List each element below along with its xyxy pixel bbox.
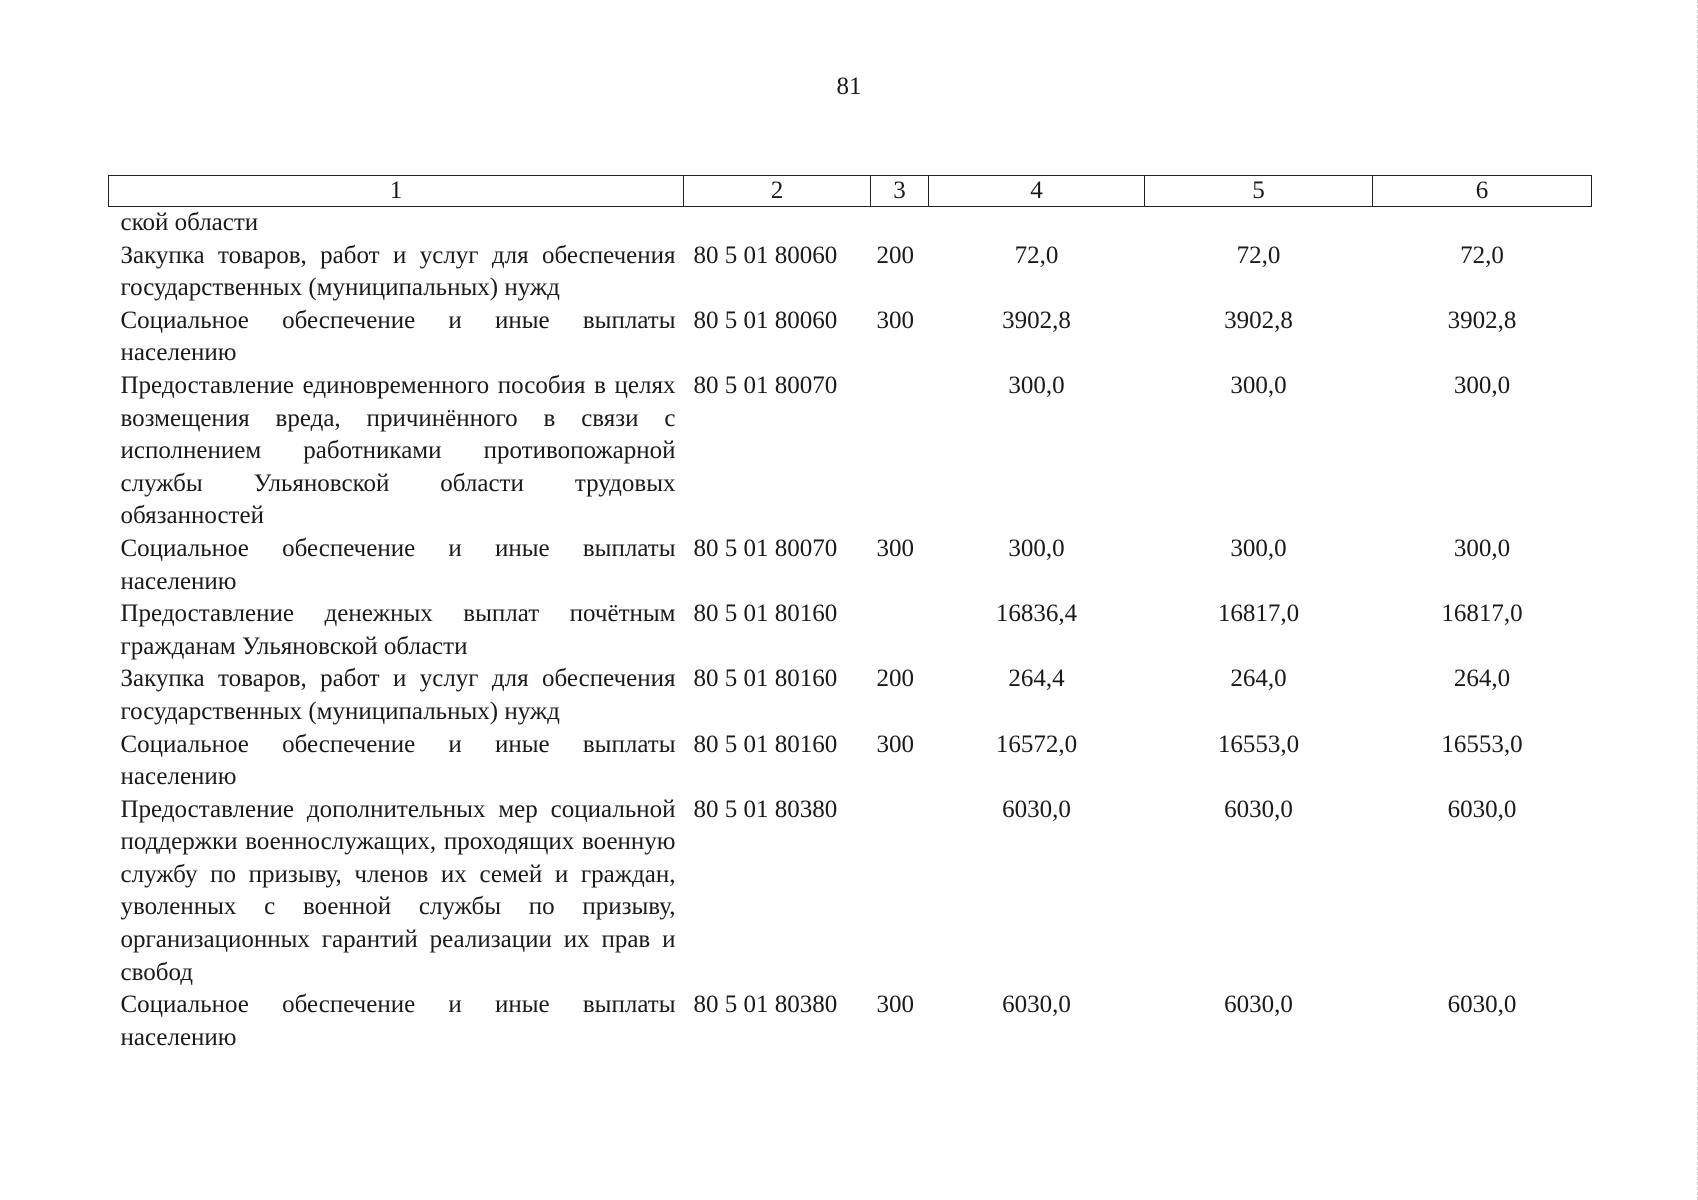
table-row <box>109 598 1592 663</box>
row-value-col5: 300,0 <box>1230 371 1287 399</box>
row-code: 80 5 01 80070 <box>693 371 838 399</box>
row-value-col4: 300,0 <box>1008 371 1065 399</box>
header-row <box>109 176 1592 207</box>
row-value-col4: 6030,0 <box>1002 795 1071 823</box>
row-description: Социальное обеспечение и иные выплаты населению <box>120 306 676 367</box>
table-header <box>109 176 1592 207</box>
row-code: 80 5 01 80060 <box>693 306 838 334</box>
header-col-2: 2 <box>684 176 871 207</box>
budget-table-container <box>108 175 1591 1054</box>
header-col-4: 4 <box>929 176 1145 207</box>
row-value-col6: 72,0 <box>1460 241 1504 269</box>
table-row <box>109 989 1592 1054</box>
page-number: 81 <box>836 73 862 100</box>
row-value-col4: 16836,4 <box>995 600 1078 628</box>
row-value-col6: 300,0 <box>1453 534 1511 562</box>
row-expense-type: 300 <box>876 534 914 562</box>
row-expense-type <box>871 207 929 240</box>
row-value-col6 <box>1373 207 1592 240</box>
row-value-col4: 16572,0 <box>995 730 1078 758</box>
table-row <box>109 663 1592 728</box>
row-code: 80 5 01 80380 <box>693 991 838 1019</box>
row-code: 80 5 01 80160 <box>693 665 838 693</box>
row-description: Предоставление дополнительных мер социальной поддержки военнослужащих, проходящих военную службу по призыву, членов их семей и граждан, уволенных с военной службы по призыву, организационных гарантий реализации их прав и свобод <box>120 795 676 986</box>
header-col-6: 6 <box>1373 176 1592 207</box>
row-value-col5: 16817,0 <box>1217 600 1300 628</box>
table-row <box>109 729 1592 794</box>
row-description: Закупка товаров, работ и услуг для обеспечения государственных (муниципальных) нужд <box>120 665 676 725</box>
header-col-1: 1 <box>109 176 684 207</box>
row-description: Предоставление единовременного пособия в целях возмещения вреда, причинённого в связи с исполнением работниками противопожарной службы Ульяновской области трудовых обязанностей <box>120 371 676 530</box>
row-value-col5: 3902,8 <box>1224 306 1293 334</box>
row-value-col6: 300,0 <box>1453 371 1511 399</box>
row-value-col4: 3902,8 <box>1002 306 1071 334</box>
table-row <box>109 305 1592 370</box>
row-value-col5: 16553,0 <box>1217 730 1300 758</box>
table-row <box>109 533 1592 598</box>
row-code: 80 5 01 80380 <box>693 795 838 823</box>
row-value-col6: 264,0 <box>1453 665 1511 693</box>
table-row <box>109 240 1592 305</box>
row-description: Социальное обеспечение и иные выплаты населению <box>120 991 676 1051</box>
row-value-col5: 264,0 <box>1230 665 1287 693</box>
row-expense-type: 300 <box>876 306 914 334</box>
row-value-col6: 3902,8 <box>1447 306 1517 334</box>
row-code: 80 5 01 80160 <box>693 730 838 758</box>
row-description: Предоставление денежных выплат почётным гражданам Ульяновской области <box>120 600 676 660</box>
row-value-col6: 6030,0 <box>1447 991 1517 1019</box>
header-col-5: 5 <box>1145 176 1373 207</box>
row-expense-type <box>871 598 929 663</box>
row-code: 80 5 01 80070 <box>693 534 838 562</box>
row-value-col5: 6030,0 <box>1224 991 1293 1019</box>
row-description: Социальное обеспечение и иные выплаты населению <box>120 534 676 595</box>
budget-table <box>108 175 1592 1054</box>
row-value-col4: 6030,0 <box>1002 991 1071 1019</box>
row-value-col4 <box>929 207 1145 240</box>
row-value-col5: 6030,0 <box>1224 795 1293 823</box>
row-value-col4: 72,0 <box>1014 241 1059 269</box>
row-description: Закупка товаров, работ и услуг для обеспечения государственных (муниципальных) нужд <box>120 241 676 302</box>
row-code: 80 5 01 80060 <box>693 241 838 269</box>
row-description: Социальное обеспечение и иные выплаты населению <box>120 730 676 791</box>
row-value-col4: 300,0 <box>1008 534 1065 562</box>
table-body <box>109 207 1592 1055</box>
table-row <box>109 207 1592 240</box>
header-col-3: 3 <box>871 176 929 207</box>
row-code <box>684 207 871 240</box>
row-expense-type <box>871 370 929 533</box>
table-row <box>109 370 1592 533</box>
row-expense-type: 300 <box>876 991 914 1019</box>
row-value-col6: 6030,0 <box>1447 795 1517 823</box>
row-expense-type: 200 <box>876 241 914 269</box>
row-value-col6: 16817,0 <box>1441 600 1523 628</box>
row-expense-type <box>871 794 929 990</box>
row-value-col5: 300,0 <box>1230 534 1287 562</box>
table-row <box>109 794 1592 990</box>
row-description: ской области <box>120 209 259 236</box>
row-expense-type: 300 <box>876 730 914 758</box>
row-value-col4: 264,4 <box>1008 665 1065 693</box>
row-code: 80 5 01 80160 <box>693 600 838 628</box>
row-value-col6: 16553,0 <box>1441 730 1523 758</box>
row-value-col5 <box>1145 207 1373 240</box>
row-expense-type: 200 <box>876 665 914 693</box>
row-value-col5: 72,0 <box>1236 241 1281 269</box>
